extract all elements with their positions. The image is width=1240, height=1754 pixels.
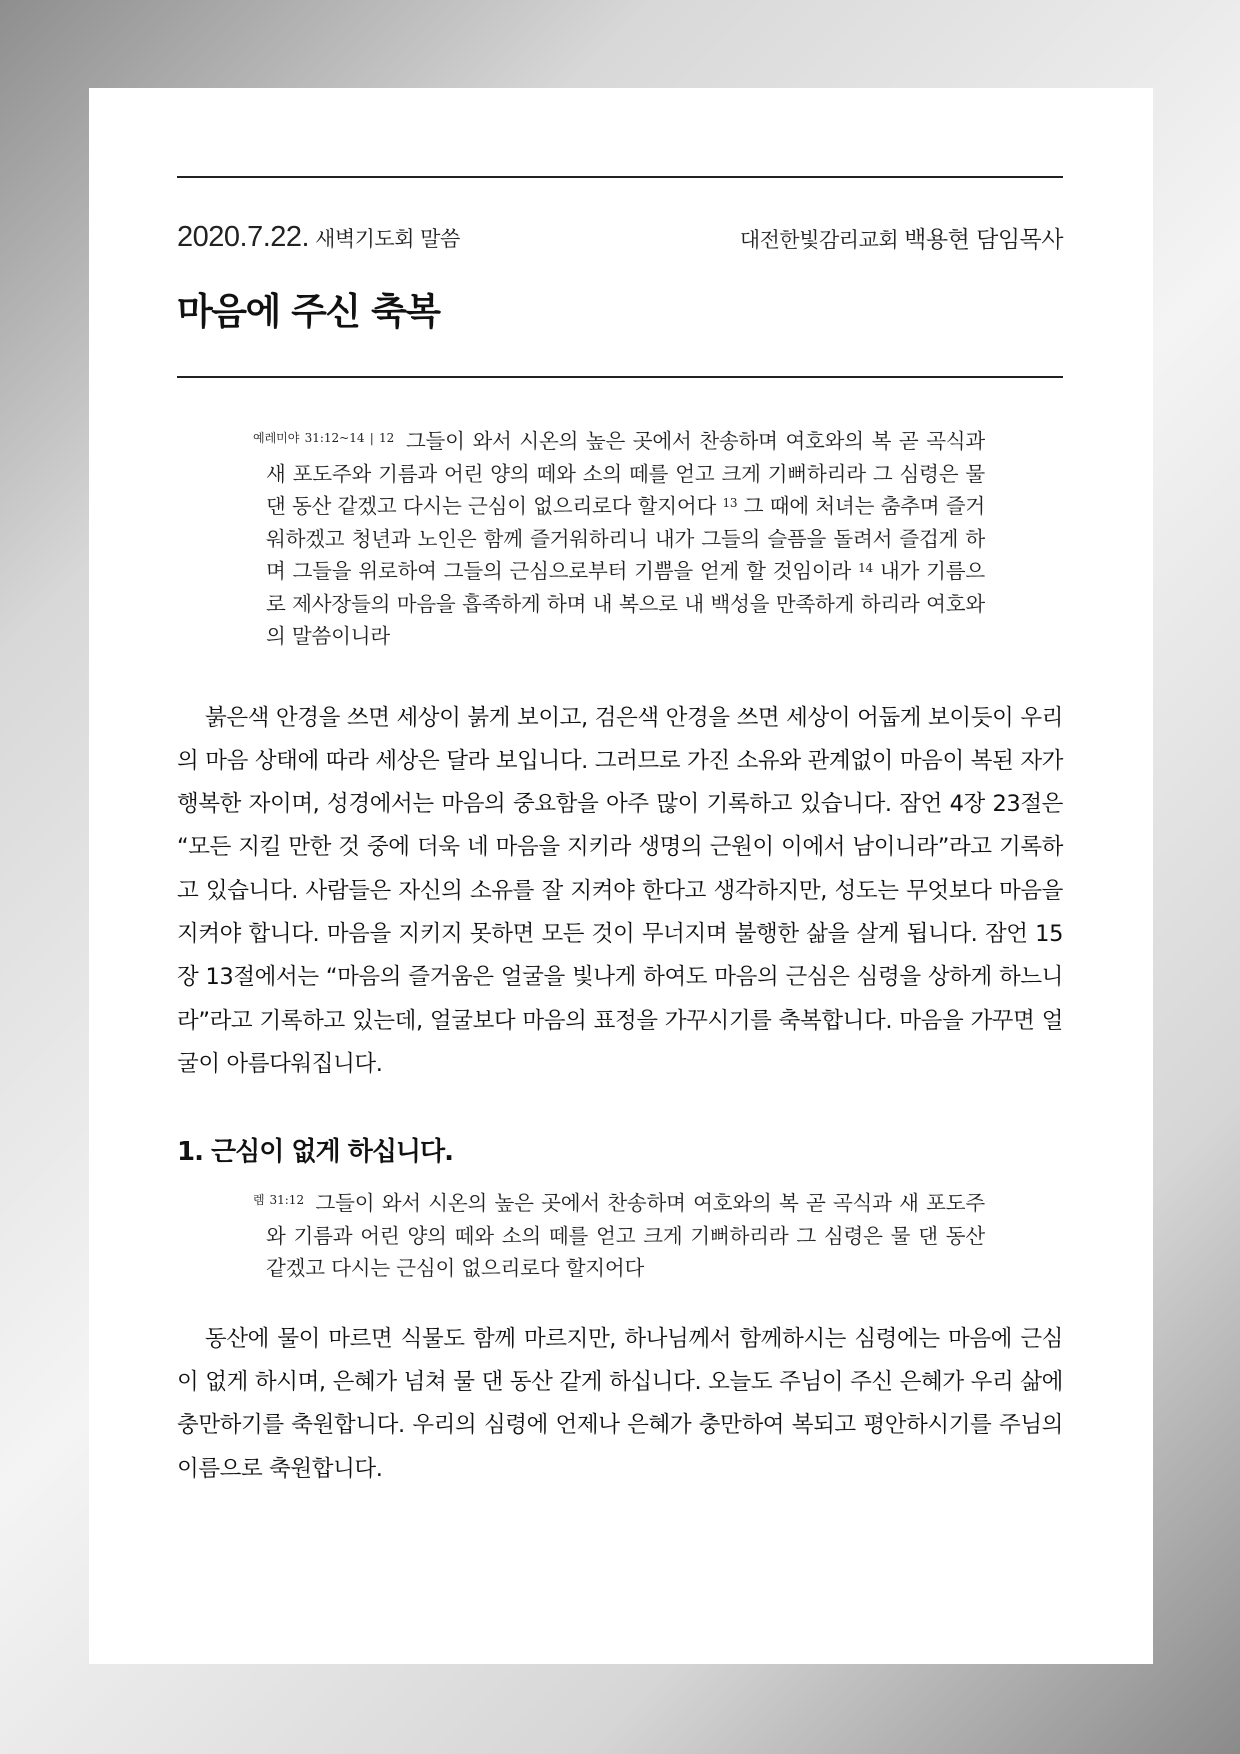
verse-13-number: 13 bbox=[722, 496, 738, 510]
intro-paragraph: 붉은색 안경을 쓰면 세상이 붉게 보이고, 검은색 안경을 쓰면 세상이 어둡게 보이듯이 우리의 마음 상태에 따라 세상은 달라 보입니다. 그러므로 가진 소유와 관계없이 마음이 복된 자가 행복한 자이며, 성경에서는 마음의 중요함을 아주 많이 기록하고 있습니다. 잠언 4장 23절은 “모든 지킬 만한 것 중에 더욱 네 마음을 지키라 생명의 근원이 이에서 남이니라”라고 기록하고 있습니다. 사람들은 자신의 소유를 잘 지켜야 한다고 생각하지만, 성도는 무엇보다 마음을 지켜야 합니다. 마음을 지키지 못하면 모든 것이 무너지며 불행한 삶을 살게 됩니다. 잠언 15장 13절에서는 “마음의 즐거움은 얼굴을 빛나게 하여도 마음의 근심은 심령을 상하게 하느니라”라고 기록하고 있는데, 얼굴보다 마음의 표정을 가꾸시기를 축복합니다. 마음을 가꾸면 얼굴이 아름다워집니다. bbox=[177, 704, 1063, 1077]
title-rule bbox=[177, 376, 1063, 378]
sermon-date: 2020.7.22. bbox=[177, 221, 310, 253]
document-header bbox=[177, 220, 1063, 254]
section-1-scripture-reference: 렘 31:12 bbox=[253, 1193, 305, 1208]
verse-14-number: 14 bbox=[858, 561, 873, 575]
section-1-paragraph: 동산에 물이 마르면 식물도 함께 마르지만, 하나님께서 함께하시는 심령에는 마음에 근심이 없게 하시며, 은혜가 넘쳐 물 댄 동산 같게 하십니다. 오늘도 주님이 주신 은혜가 우리 삶에 충만하기를 축원합니다. 우리의 심령에 언제나 은혜가 충만하여 복되고 평안하시기를 주님의 이름으로 축원합니다. bbox=[177, 1325, 1063, 1482]
pastor-name: 백용현 담임목사 bbox=[904, 227, 1063, 253]
header-left bbox=[177, 221, 460, 254]
main-scripture-passage bbox=[253, 422, 985, 653]
service-name: 새벽기도회 말씀 bbox=[315, 227, 460, 251]
church-name: 대전한빛감리교회 bbox=[739, 228, 899, 252]
section-1-heading: 1. 근심이 없게 하십니다. bbox=[177, 1137, 454, 1168]
header-right bbox=[740, 221, 1063, 254]
section-1-scripture-text: 그들이 와서 시온의 높은 곳에서 찬송하며 여호와의 복 곧 곡식과 새 포도주와 기름과 어린 양의 떼와 소의 떼를 얻고 크게 기뻐하리라 그 심령은 물 댄 동산 같겠고 다시는 근심이 없으리로다 할지어다 bbox=[266, 1191, 985, 1281]
top-rule bbox=[177, 176, 1063, 178]
page-title: 마음에 주신 축복 bbox=[177, 290, 440, 333]
document-page bbox=[89, 88, 1153, 1664]
page-content bbox=[177, 176, 1063, 1491]
scripture-reference: 예레미야 31:12~14 | 12 bbox=[253, 431, 395, 445]
section-1-scripture bbox=[253, 1184, 985, 1285]
verse-13-text: 그 때에 처녀는 춤추며 즐거워하겠고 청년과 노인은 함께 즐거워하리니 내가 그들의 슬픔을 돌려서 즐겁게 하며 그들을 위로하여 그들의 근심으로부터 기쁨을 얻게 할 것임이라 bbox=[266, 494, 985, 583]
verse-12-text: 그들이 와서 시온의 높은 곳에서 찬송하며 여호와의 복 곧 곡식과 새 포도주와 기름과 어린 양의 떼와 소의 떼를 얻고 크게 기뻐하리라 그 심령은 물 댄 동산 같겠고 다시는 근심이 없으리로다 할지어다 bbox=[266, 429, 985, 518]
verse-14-text: 내가 기름으로 제사장들의 마음을 흡족하게 하며 내 복으로 내 백성을 만족하게 하리라 여호와의 말씀이니라 bbox=[266, 559, 985, 648]
